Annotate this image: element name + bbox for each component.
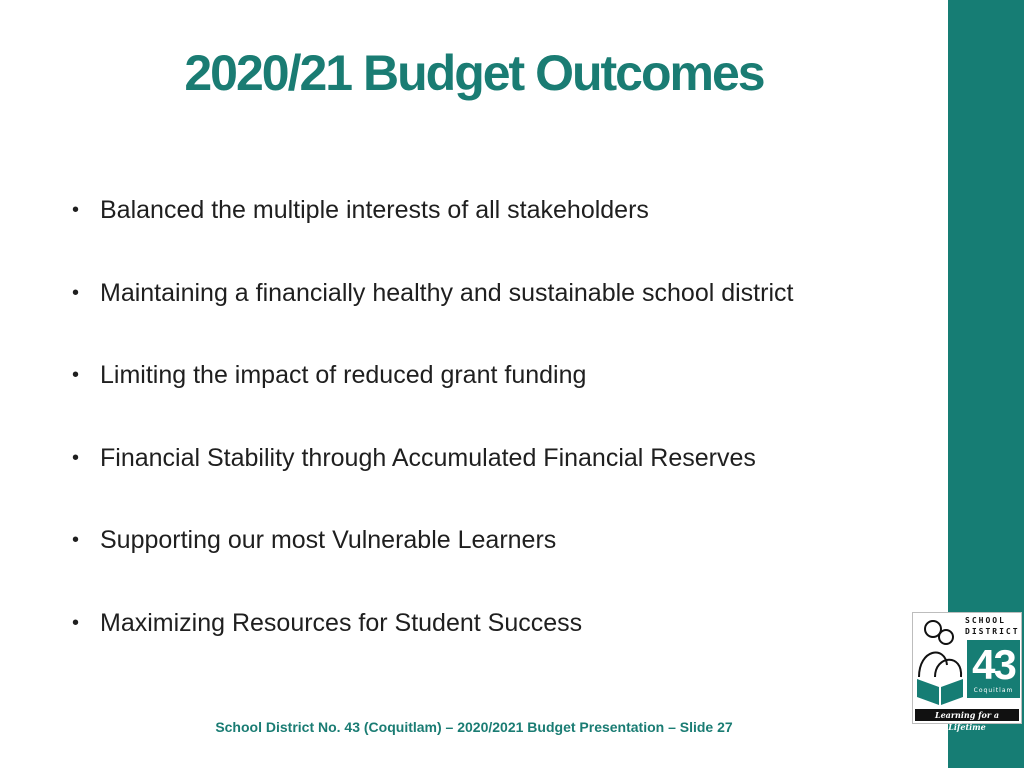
bullet-text: Financial Stability through Accumulated Financial Reserves [100,443,756,472]
bullet-dot-icon: • [72,281,80,304]
reader-figures-icon [913,615,967,707]
slide-footer: School District No. 43 (Coquitlam) – 2020/2021 Budget Presentation – Slide 27 [215,719,733,735]
logo-number: 43 [967,640,1020,698]
bullet-text: Maximizing Resources for Student Success [100,608,583,637]
bullet-item [72,438,932,521]
bullet-dot-icon: • [72,529,80,551]
bullet-item [72,190,932,273]
logo-city: Coquitlam [973,687,1014,694]
bullet-text: Maintaining a financially healthy and sustainable school district [100,278,794,307]
bullet-text: Balanced the multiple interests of all stakeholders [100,196,649,224]
bullet-item [72,273,932,356]
bullet-dot-icon: • [72,199,80,221]
bullet-list [72,190,932,685]
bullet-dot-icon: • [72,364,80,386]
slide-title: 2020/21 Budget Outcomes [184,45,764,101]
logo-school-text: SCHOOL [965,616,1006,625]
bullet-item [72,603,932,686]
logo-tagline: Learning for a Lifetime [915,709,1019,721]
logo-district-text: DISTRICT [965,627,1020,636]
bullet-dot-icon: • [72,446,80,469]
bullet-text: Supporting our most Vulnerable Learners [100,526,557,554]
bullet-dot-icon: • [72,611,80,634]
district-logo [912,612,1022,732]
bullet-text: Limiting the impact of reduced grant funding [100,361,587,389]
bullet-item [72,355,932,438]
bullet-item [72,520,932,603]
